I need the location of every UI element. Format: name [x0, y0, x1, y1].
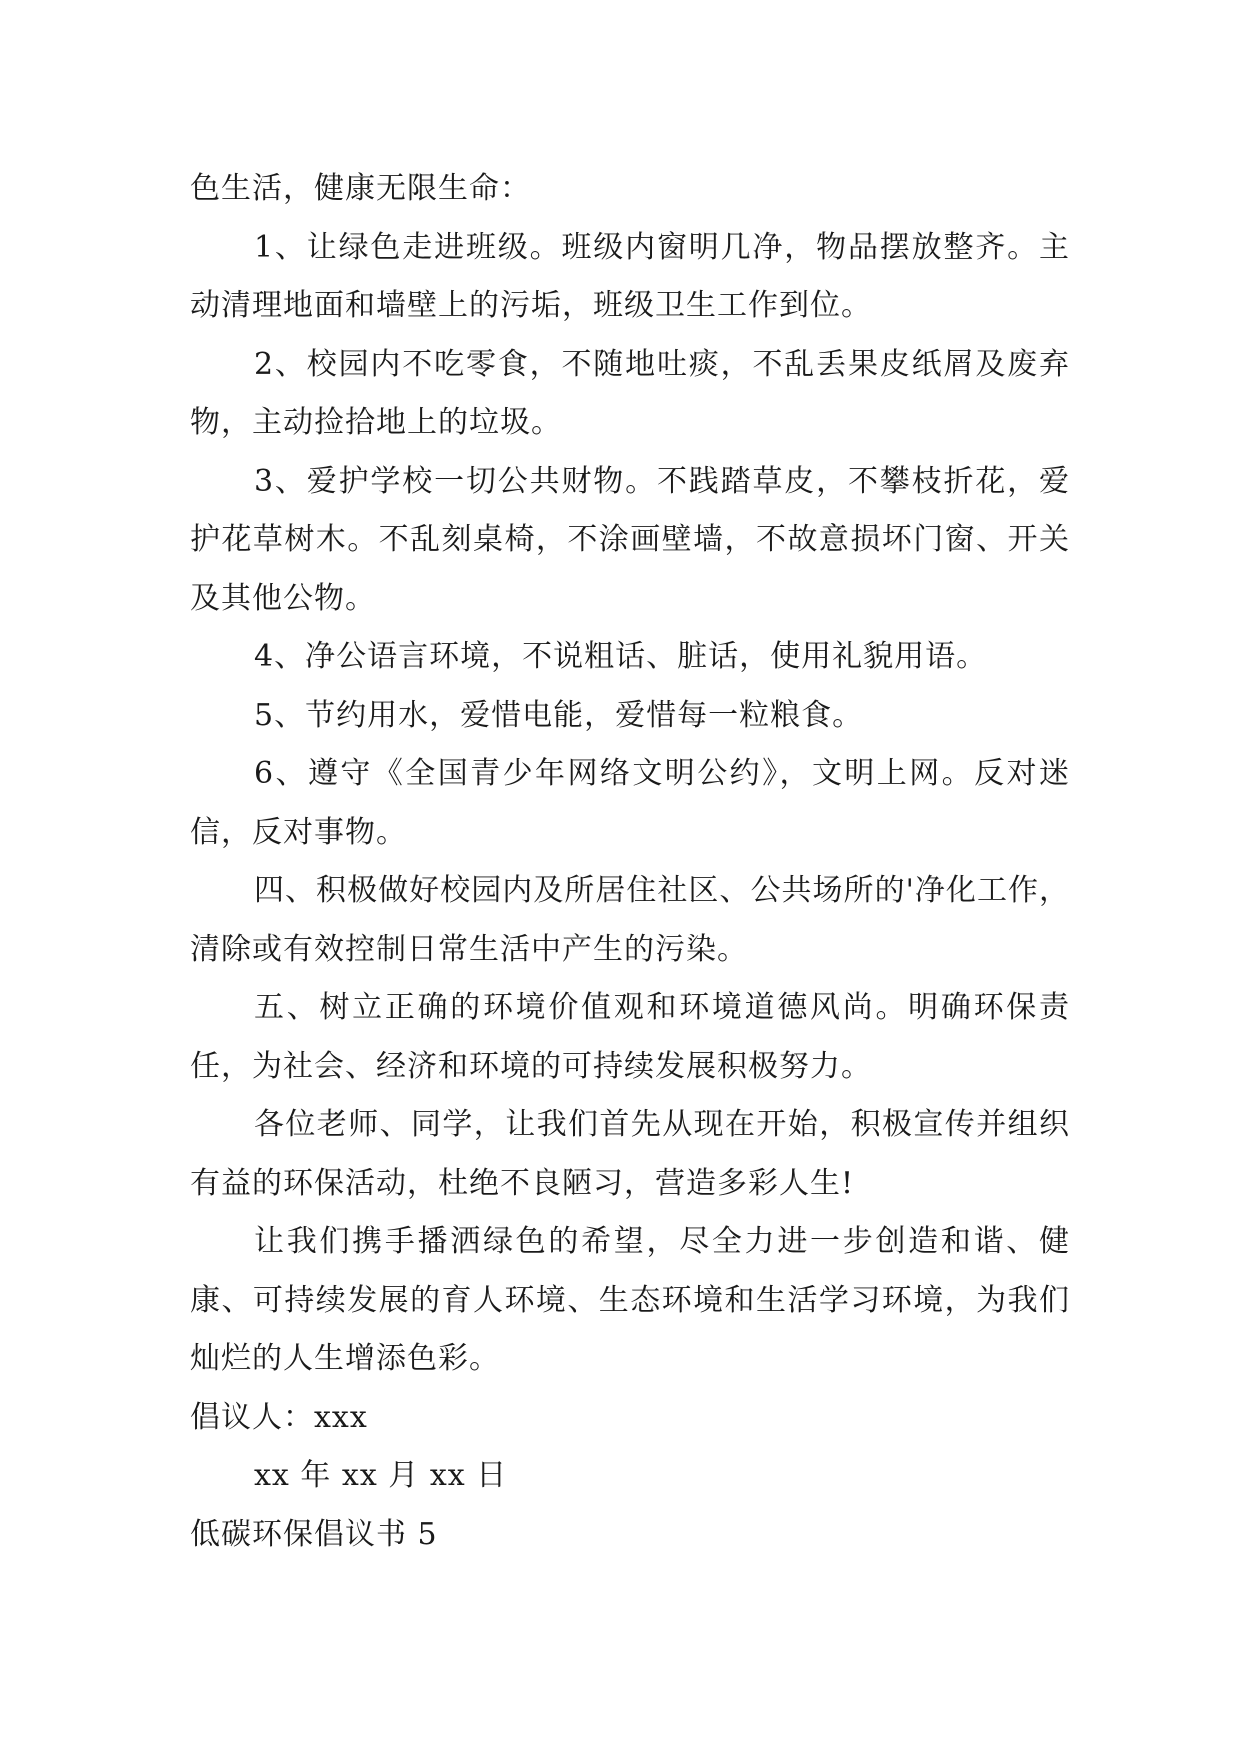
- paragraph-section-4: 四、积极做好校园内及所居住社区、公共场所的'净化工作，清除或有效控制日常生活中产生的污染。: [190, 873, 1070, 967]
- paragraph-section-5: 五、树立正确的环境价值观和环境道德风尚。明确环保责任，为社会、经济和环境的可持续发展积极努力。: [190, 990, 1070, 1084]
- paragraph-item-4: 4、净公语言环境，不说粗话、脏话，使用礼貌用语。: [254, 639, 988, 674]
- paragraph-appeal: 各位老师、同学，让我们首先从现在开始，积极宣传并组织有益的环保活动，杜绝不良陋习，营造多彩人生!: [190, 1107, 1070, 1201]
- paragraph-item-6: 6、遵守《全国青少年网络文明公约》，文明上网。反对迷信，反对事物。: [190, 756, 1070, 850]
- next-section-title: 低碳环保倡议书 5: [190, 1516, 438, 1552]
- paragraph-item-1: 1、让绿色走进班级。班级内窗明几净，物品摆放整齐。主动清理地面和墙壁上的污垢，班级卫生工作到位。: [190, 229, 1070, 323]
- document-body: [190, 160, 1070, 1564]
- signer-line: 倡议人：xxx: [190, 1399, 368, 1435]
- paragraph-item-3: 3、爱护学校一切公共财物。不践踏草皮，不攀枝折花，爱护花草树木。不乱刻桌椅，不涂画壁墙，不故意损坏门窗、开关及其他公物。: [190, 463, 1070, 616]
- date-line: xx 年 xx 月 xx 日: [254, 1458, 508, 1493]
- paragraph-closing: 让我们携手播洒绿色的希望，尽全力进一步创造和谐、健康、可持续发展的育人环境、生态环境和生活学习环境，为我们灿烂的人生增添色彩。: [190, 1224, 1070, 1376]
- paragraph-continuation: 色生活，健康无限生命：: [190, 171, 531, 206]
- paragraph-item-2: 2、校园内不吃零食，不随地吐痰，不乱丢果皮纸屑及废弃物，主动捡拾地上的垃圾。: [190, 346, 1070, 440]
- paragraph-item-5: 5、节约用水，爱惜电能，爱惜每一粒粮食。: [254, 697, 864, 733]
